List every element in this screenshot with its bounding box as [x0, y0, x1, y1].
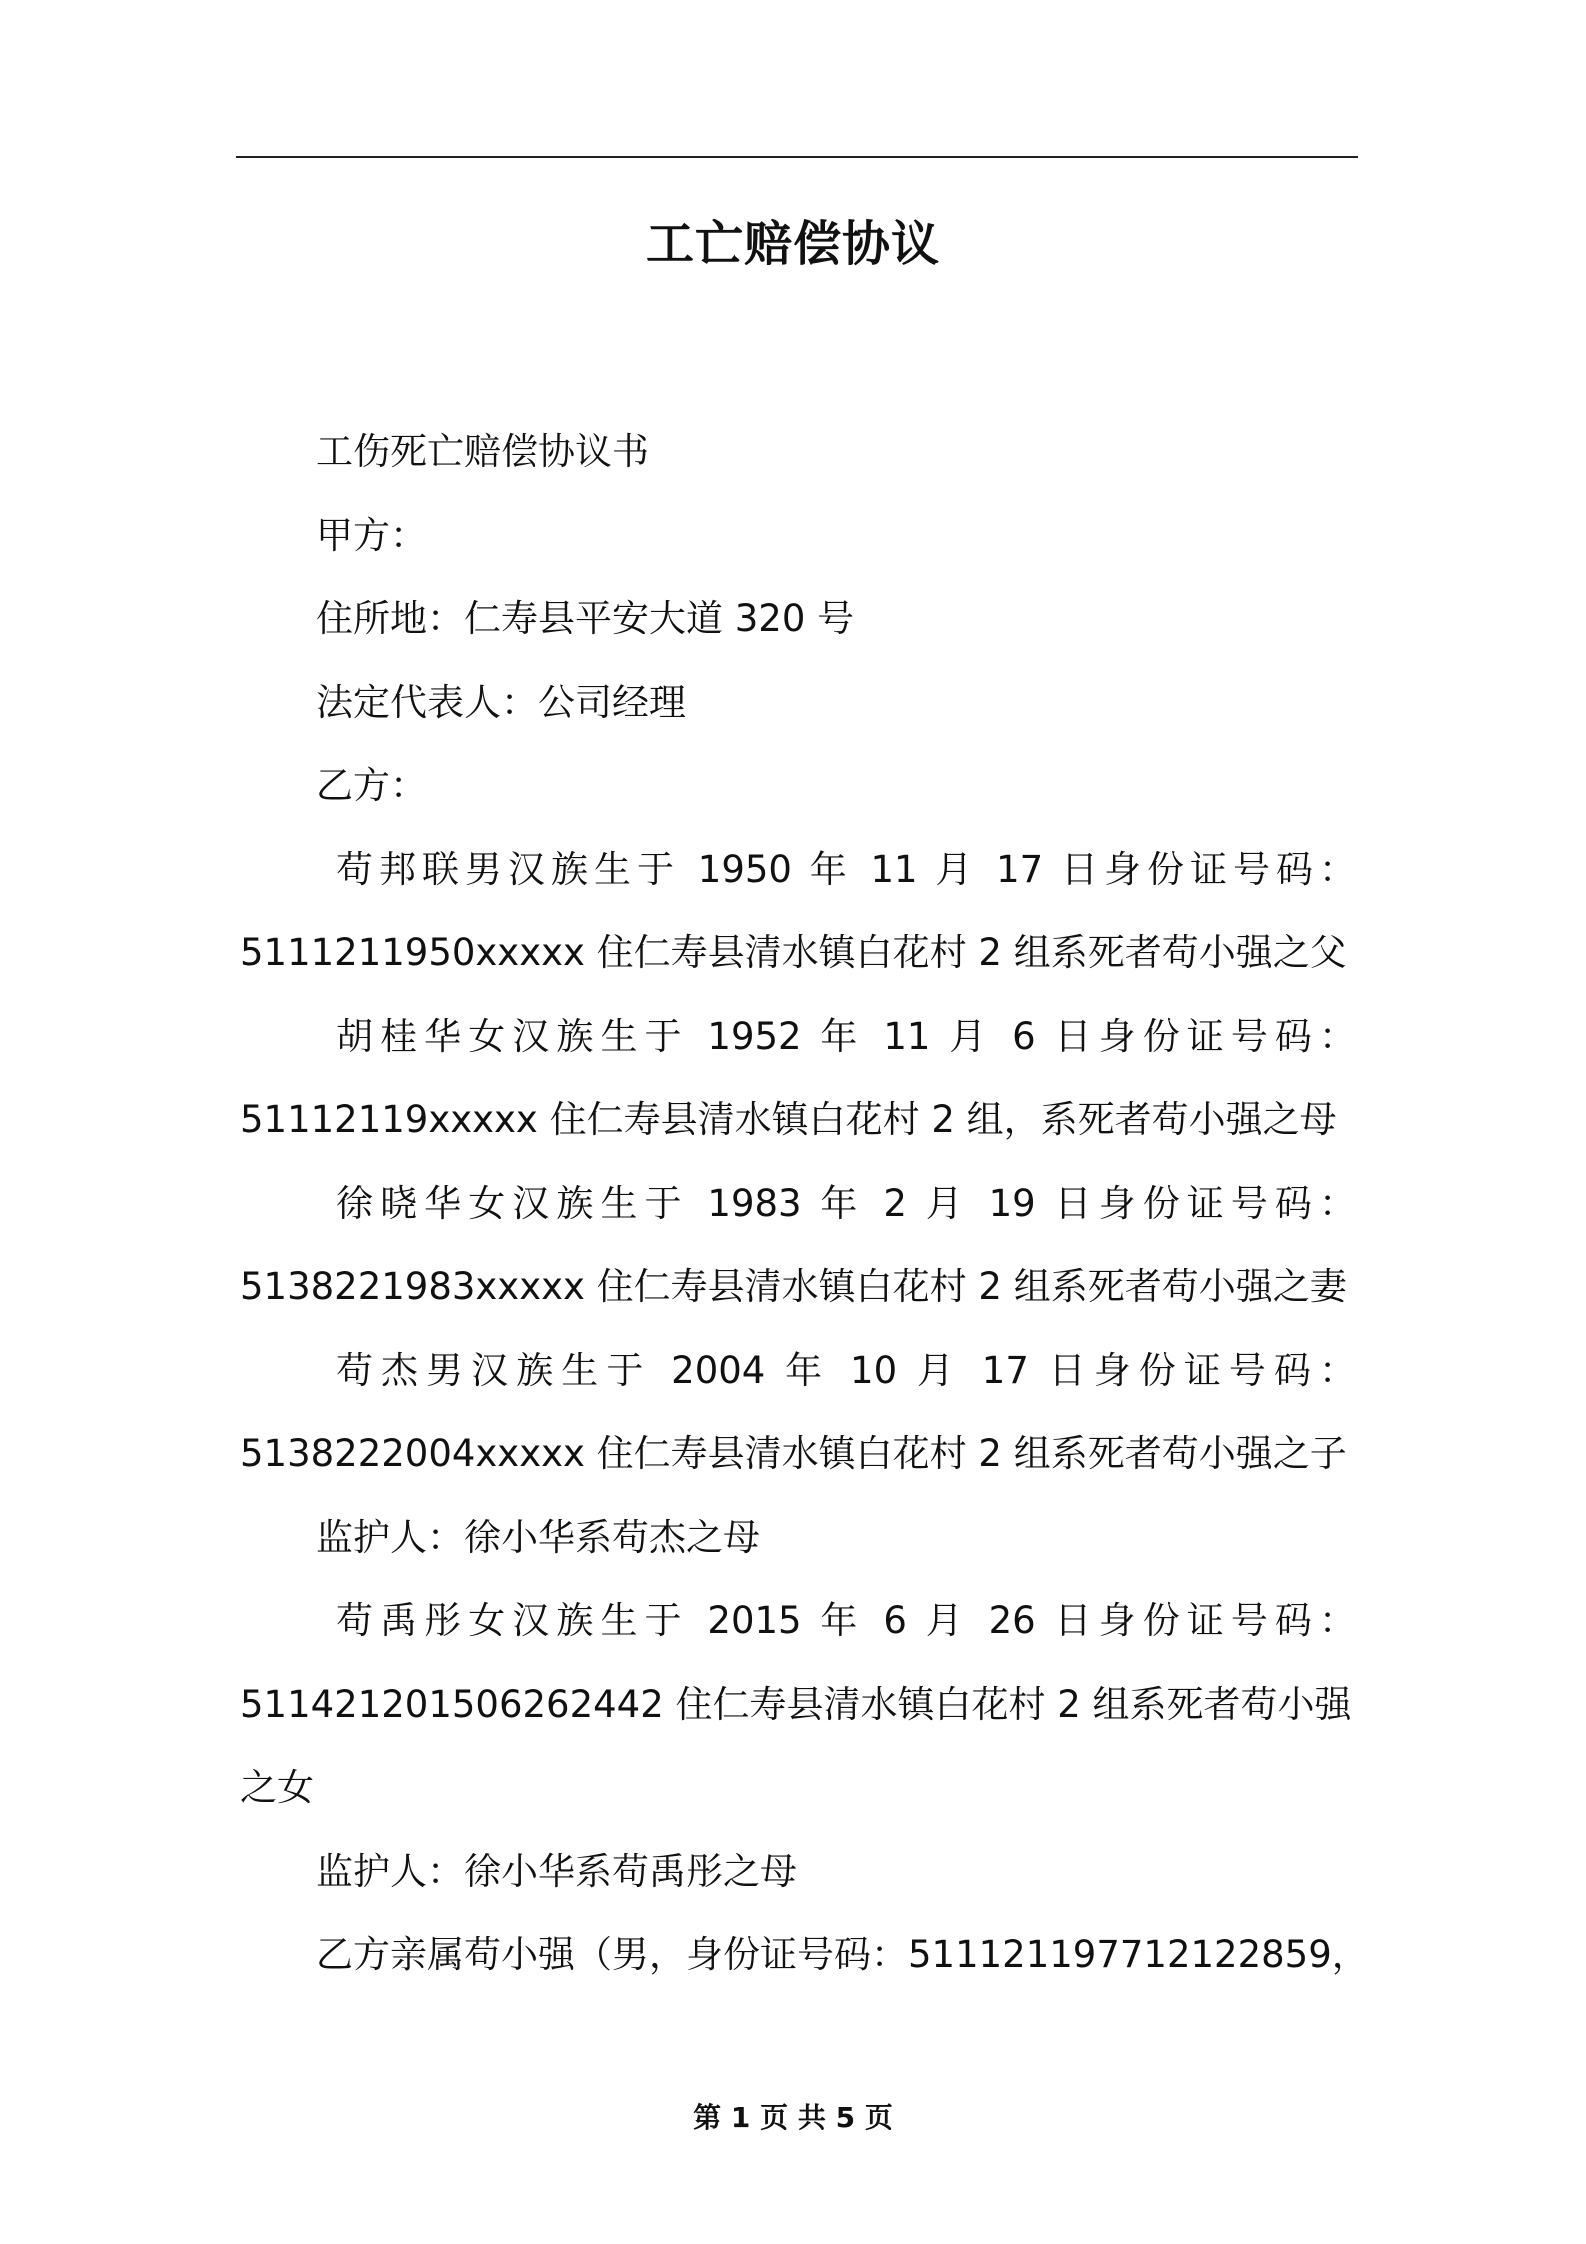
- document-title: 工亡赔偿协议: [645, 216, 940, 272]
- mother-id-line: 51112119xxxxx 住仁寿县清水镇白花村 2 组，系死者苟小强之母: [240, 1098, 1337, 1141]
- subtitle-line: 工伤死亡赔偿协议书: [316, 430, 649, 473]
- wife-id-line: 5138221983xxxxx 住仁寿县清水镇白花村 2 组系死者苟小强之妻: [240, 1265, 1347, 1308]
- document-body: [240, 410, 1369, 1997]
- address-line: 住所地：仁寿县平安大道 320 号: [316, 597, 855, 640]
- daughter-id-line: 51142120150626244​2 住仁寿县清水镇白花村 2 组系死者苟小强之女: [240, 1682, 1352, 1809]
- wife-birth-line: 徐晓华女汉族生于 1983 年 2 月 19 日身份证号码：: [336, 1181, 1356, 1225]
- page-footer: 第 1 页 共 5 页: [693, 2101, 893, 2134]
- son-birth-line: 苟杰男汉族生于 2004 年 10 月 17 日身份证号码：: [336, 1348, 1356, 1392]
- party-b-line: 乙方：: [316, 764, 427, 807]
- party-a-line: 甲方：: [316, 513, 427, 557]
- daughter-guardian-line: 监护人：徐小华系苟禹彤之母: [316, 1849, 797, 1893]
- daughter-birth-line: 苟禹彤女汉族生于 2015 年 6 月 26 日身份证号码：: [336, 1599, 1356, 1642]
- deceased-info-line: 乙方亲属苟小强（男，身份证号码：511121197712122859，: [316, 1933, 1369, 1976]
- legal-rep-line: 法定代表人：公司经理: [316, 680, 686, 724]
- father-id-line: 5111211950xxxxx 住仁寿县清水镇白花村 2 组系死者苟小强之父: [240, 931, 1347, 974]
- son-guardian-line: 监护人：徐小华系苟杰之母: [316, 1515, 760, 1559]
- header-rule: [236, 156, 1358, 158]
- mother-birth-line: 胡桂华女汉族生于 1952 年 11 月 6 日身份证号码：: [336, 1014, 1356, 1058]
- son-id-line: 5138222004xxxxx 住仁寿县清水镇白花村 2 组系死者苟小强之子: [240, 1432, 1347, 1475]
- father-birth-line: 苟邦联男汉族生于 1950 年 11 月 17 日身份证号码：: [336, 847, 1356, 891]
